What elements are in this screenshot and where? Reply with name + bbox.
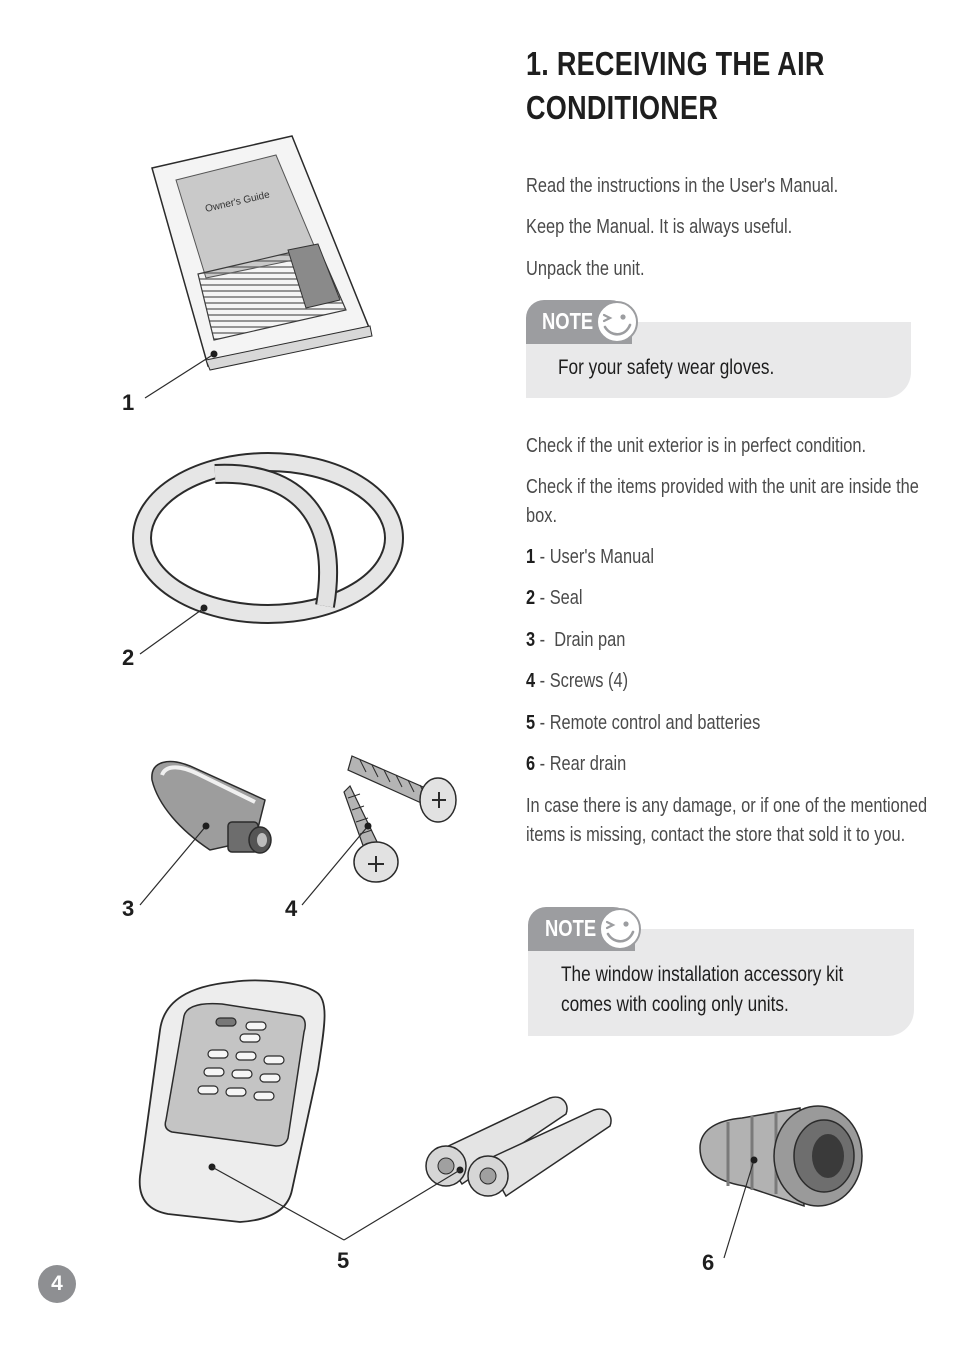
list-item-number: 1 [526, 546, 536, 568]
list-item-drain-pan [526, 626, 625, 655]
callout-6: 6 [702, 1250, 715, 1275]
drain-pan-image [140, 762, 271, 905]
note-text-kit-line-2: comes with cooling only units. [561, 993, 789, 1016]
wink-smiley-icon [598, 907, 642, 951]
list-item-number: 5 [526, 712, 536, 734]
check-items-line-2: box. [526, 505, 558, 527]
remote-control-image [140, 980, 325, 1222]
screws-image [302, 756, 456, 905]
note-text-safety: For your safety wear gloves. [558, 356, 775, 379]
callout-3: 3 [122, 896, 135, 921]
list-item-label: - Remote control and batteries [535, 712, 761, 734]
seal-image [140, 462, 394, 654]
list-item-manual [526, 543, 654, 572]
list-item-number: 3 [526, 629, 536, 651]
callout-2: 2 [122, 645, 135, 670]
list-item-screws [526, 667, 628, 696]
list-item-remote [526, 709, 760, 738]
callout-1: 1 [122, 390, 135, 415]
check-items-line-1: Check if the items provided with the unit are inside the [526, 476, 919, 498]
list-item-label: - User's Manual [535, 546, 655, 568]
page-title-line-1: 1. RECEIVING THE AIR [526, 45, 825, 82]
intro-read-manual: Read the instructions in the User's Manual. [526, 175, 839, 197]
note-label-1: NOTE [542, 308, 594, 334]
damage-line-1: In case there is any damage, or if one of the mentioned [526, 795, 928, 817]
list-item-label: - Seal [535, 587, 583, 609]
owners-manual-image [145, 136, 372, 398]
note-text-kit-line-1: The window installation accessory kit [561, 963, 844, 986]
page-number: 4 [51, 1272, 63, 1295]
page-title [526, 42, 854, 130]
list-item-label: - Screws (4) [535, 670, 629, 692]
check-exterior: Check if the unit exterior is in perfect condition. [526, 435, 867, 457]
page-number-badge [38, 1265, 76, 1303]
list-item-number: 2 [526, 587, 536, 609]
page-title-line-2: CONDITIONER [526, 89, 719, 126]
list-item-rear-drain [526, 750, 626, 779]
callout-4: 4 [285, 896, 298, 921]
callout-5: 5 [337, 1248, 350, 1273]
note-label-2: NOTE [545, 915, 597, 941]
damage-line-2: items is missing, contact the store that sold it to you. [526, 824, 906, 846]
list-item-label: - Drain pan [535, 629, 626, 651]
batteries-image [426, 1097, 611, 1196]
wink-smiley-icon [595, 300, 639, 344]
intro-keep-manual: Keep the Manual. It is always useful. [526, 216, 793, 238]
list-item-number: 6 [526, 753, 536, 775]
list-item-label: - Rear drain [535, 753, 627, 775]
rear-drain-image [700, 1106, 862, 1258]
intro-unpack: Unpack the unit. [526, 258, 645, 280]
manual-cover-title: Owner's Guide [204, 189, 271, 215]
list-item-number: 4 [526, 670, 536, 692]
list-item-seal [526, 584, 583, 613]
